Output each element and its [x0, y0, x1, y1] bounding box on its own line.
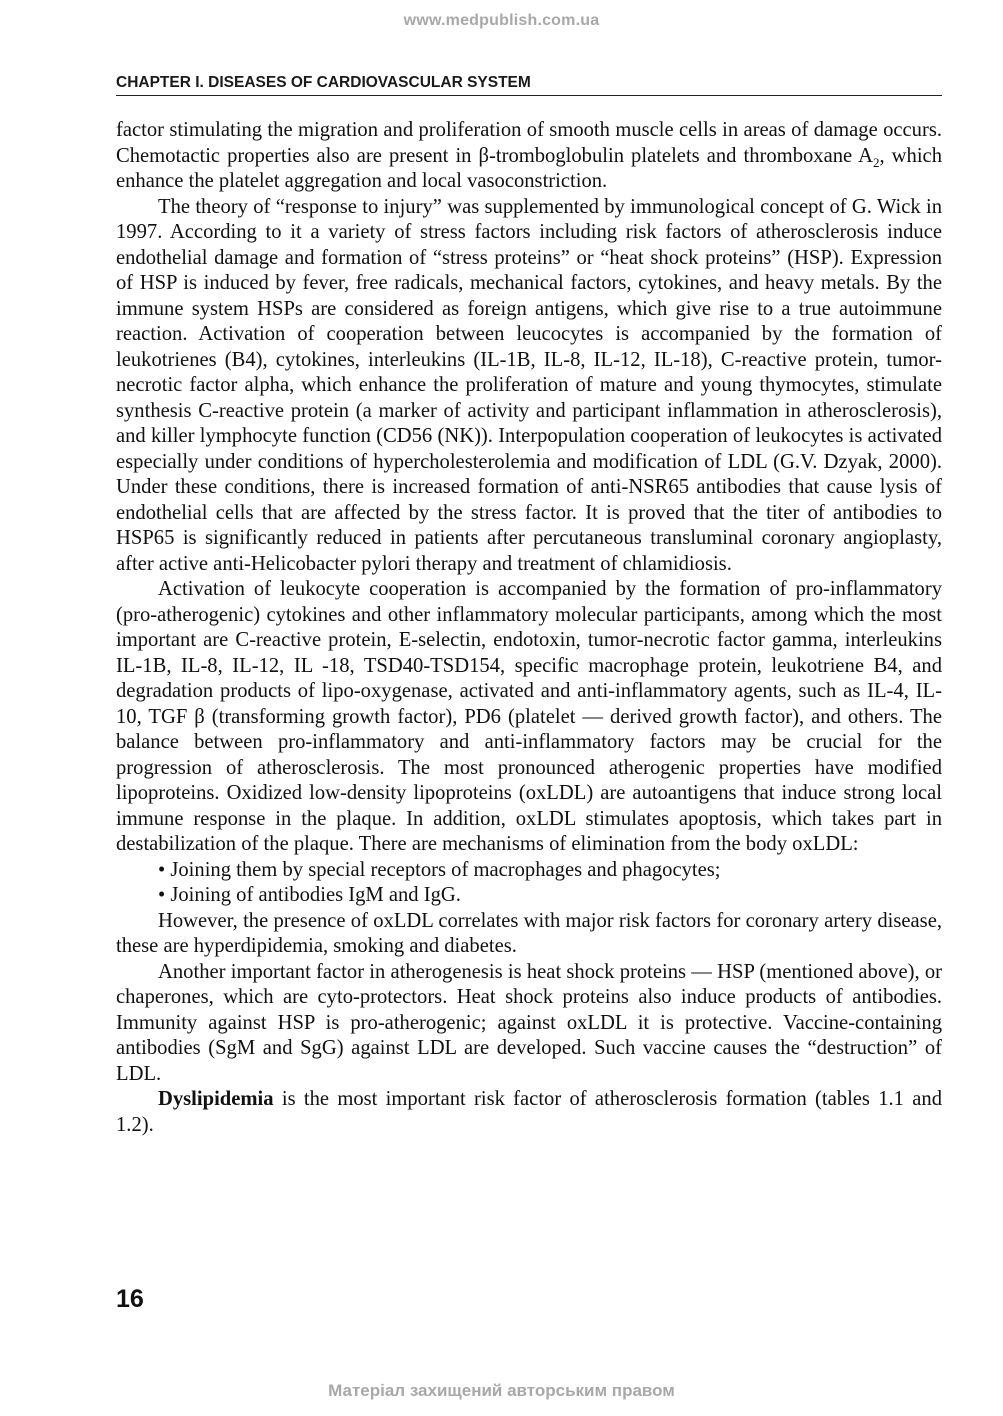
paragraph-4: However, the presence of oxLDL correlates with major risk factors for coronary artery disease, these are hyperdipidemia, smoking and diabetes. — [116, 909, 942, 957]
paragraph-1 — [116, 118, 942, 195]
site-watermark: www.medpublish.com.ua — [403, 12, 600, 29]
subscript: 2 — [872, 154, 880, 170]
paragraph-2: The theory of “response to injury” was supplemented by immunological concept of G. Wick in 1997. According to it a variety of stress factors including risk factors of atherosclerosis induce endothelial damage and formation of “stress proteins” or “heat shock proteins” (HSP). Expression of HSP is induced by fever, free radicals, mechanical factors, cytokines, and heavy metals. By the immune system HSPs are considered as foreign antigens, which give rise to a true autoimmune reaction. Activation of cooperation between leucocytes is accompanied by the formation of leukotrienes (B4), cytokines, interleukins (IL-1B, IL-8, IL-12, IL-18), C-reactive protein, tumor-necrotic factor alpha, which enhance the proliferation of mature and young thymocytes, stimulate synthesis C-reactive protein (a marker of activity and participant inflammation in atherosclerosis), and killer lymphocyte function (CD56 (NK)). Interpopulation cooperation of leukocytes is activated especially under conditions of hypercholesterolemia and modification of LDL (G.V. Dzyak, 2000). Under these conditions, there is increased formation of anti-NSR65 antibodies that cause lysis of endothelial cells that are affected by the stress factor. It is proved that the titer of antibodies to HSP65 is significantly reduced in patients after percutaneous transluminal coronary angioplasty, after active anti-Helicobacter pylori therapy and treatment of chlamidiosis. — [116, 195, 942, 575]
term-dyslipidemia: Dyslipidemia — [158, 1088, 274, 1110]
paragraph-6 — [116, 1087, 942, 1138]
paragraph-3: Activation of leukocyte cooperation is accompanied by the formation of pro-inflammatory (pro-atherogenic) cytokines and other inflammatory molecular participants, among which the most important are C-reactive protein, E-selectin, endotoxin, tumor-necrotic factor gamma, interleukins IL-1B, IL-8, IL-12, IL -18, TSD40-TSD154, specific macrophage protein, leukotriene B4, and degradation products of lipo-oxygenase, activated and anti-inflammatory agents, such as IL-4, IL-10, TGF β (transforming growth factor), PD6 (platelet — derived growth factor), and others. The balance between pro-inflammatory and anti-inflammatory factors may be crucial for the progression of atherosclerosis. The most pronounced atherogenic properties have modified lipoproteins. Oxidized low-density lipoproteins (oxLDL) are autoantigens that induce strong local immune response in the plaque. In addition, oxLDL stimulates apoptosis, which takes part in destabilization of the plaque. There are mechanisms of elimination from the body oxLDL: — [116, 578, 942, 855]
bullet-item-1: • Joining them by special receptors of macrophages and phagocytes; — [158, 858, 721, 881]
paragraph-6-text: is the most important risk factor of atherosclerosis formation (tables 1.1 and 1.2). — [116, 1088, 942, 1136]
paragraph-5: Another important factor in atherogenesis is heat shock proteins — HSP (mentioned above), or chaperones, which are cyto-protectors. Heat shock proteins also induce products of antibodies. Immunity against HSP is pro-atherogenic; against oxLDL it is protective. Vaccine-containing antibodies (SgM and SgG) against LDL are developed. Such vaccine causes the “destruction” of LDL. — [116, 960, 942, 1085]
bullet-item-2: • Joining of antibodies IgM and IgG. — [158, 884, 461, 906]
page-number: 16 — [116, 1285, 144, 1313]
copyright-watermark: Матеріал захищений авторським правом — [328, 1381, 675, 1400]
paragraph-1-start: factor stimulating the migration and proliferation of smooth muscle cells in areas of damage occurs. Chemotactic properties also are present in β-tromboglobulin platelets and thromboxane A — [116, 119, 942, 167]
body-text — [116, 118, 942, 1138]
chapter-header: CHAPTER I. DISEASES OF CARDIOVASCULAR SYSTEM — [116, 74, 942, 96]
paragraph-1-end: , which enhance the platelet aggregation and local vasoconstriction. — [116, 144, 942, 192]
